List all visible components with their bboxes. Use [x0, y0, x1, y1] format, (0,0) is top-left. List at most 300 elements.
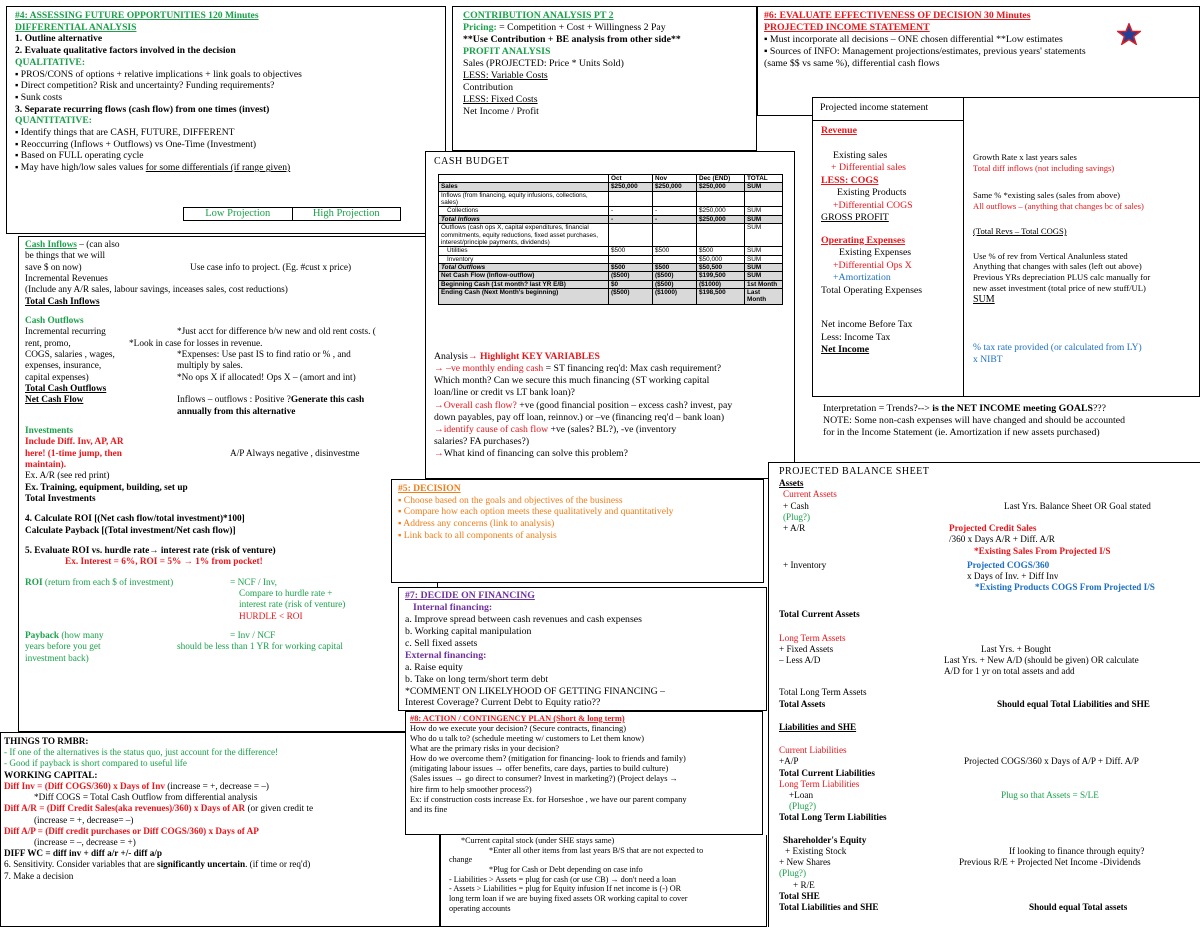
profit-line: LESS: Variable Costs	[463, 69, 548, 81]
financing-item: b. Take on long term/short term debt	[405, 673, 549, 685]
bs-note: Last Yrs. Balance Sheet OR Goal stated	[1004, 500, 1151, 511]
remember-item: - If one of the alternatives is the status quo, just account for the difference!	[4, 747, 279, 758]
bs-long-term-assets: Long Term Assets	[779, 632, 846, 643]
cash-inflows-heading: Cash Inflows	[25, 240, 77, 250]
pis-note: SUM	[973, 293, 995, 305]
pis-line: Existing sales	[833, 149, 888, 161]
cb-cell: $50,500	[697, 263, 745, 271]
bs-ar: + A/R	[783, 523, 806, 534]
roi-desc: (return from each $ of investment)	[42, 577, 174, 588]
cb-cell: Last Month	[745, 289, 783, 305]
bs-total-current-assets: Total Current Assets	[779, 609, 860, 620]
cf-note: Use case info to project. (Eg. #cust x price)	[190, 262, 352, 273]
cf-note: annually from this alternative	[177, 406, 296, 417]
bs-note: change	[449, 855, 473, 865]
bs-fixed-assets: + Fixed Assets	[779, 643, 834, 654]
cf-note: *No ops X if allocated! Ops X – (amort and int)	[177, 372, 356, 383]
decision-item: ▪ Address any concerns (link to analysis)	[398, 518, 555, 530]
projection-range-table	[183, 207, 401, 221]
bs-current-liabilities: Current Liabilities	[779, 745, 847, 756]
financing-comment: Interest Coverage? Current Debt to Equity ratio??	[405, 697, 601, 709]
cb-cell: Net Cash Flow (Inflow-outflow)	[439, 272, 609, 280]
cf-text: be things that we will	[25, 251, 106, 262]
cb-table-row	[439, 224, 783, 247]
analysis-label: Analysis	[434, 351, 468, 362]
bs-note: operating accounts	[449, 903, 511, 913]
diff-ar-formula: Diff A/R = (Diff Credit Sales(aka revenues)/360) x Days of AR	[4, 803, 246, 814]
profit-line: LESS: Fixed Costs	[463, 93, 538, 105]
pis-revenue: Revenue	[821, 125, 857, 136]
cb-cell	[697, 191, 745, 207]
cb-cell: 1st Month	[745, 280, 783, 288]
wc-note: *Diff COGS = Total Cash Outflow from differential analysis	[34, 792, 258, 803]
cb-cell: ($1000)	[697, 280, 745, 288]
bs-total-current-liabilities: Total Current Liabilities	[779, 767, 875, 778]
cf-text: COGS, salaries , wages,	[25, 349, 115, 360]
evaluate-item: ▪ Sources of INFO: Management projections/estimates, previous years' statements	[764, 45, 1086, 57]
step-6: 6. Sensitivity. Consider variables that are	[4, 859, 158, 870]
section-6-title: #6: EVALUATE EFFECTIVENESS OF DECISION 30 Minutes	[764, 10, 1031, 21]
wc-note: (or given credit te	[245, 803, 314, 814]
cf-text: save $ on now)	[25, 262, 82, 273]
profit-line: Sales (PROJECTED: Price * Units Sold)	[463, 57, 624, 69]
cb-cell	[653, 255, 697, 263]
step-6: . (if time or req'd)	[245, 859, 311, 870]
cb-cell: -	[609, 207, 653, 215]
step-5-example: Ex. Interest = 6%, ROI = 5% → 1% from pocket!	[65, 557, 263, 568]
action-item: How do we execute your decision? (Secure contracts, financing)	[410, 724, 627, 734]
cf-note: Generate this cash	[290, 395, 365, 406]
financing-item: a. Raise equity	[405, 661, 463, 673]
action-item: (mitigating labour issues → offer benefits, care days, parties to build culture)	[410, 764, 669, 774]
section-7-title: #7: DECIDE ON FINANCING	[405, 590, 535, 601]
wc-note: (increase = –, decrease = +)	[34, 836, 136, 847]
cb-cell: $500	[609, 263, 653, 271]
analysis-text: +ve (sales? BL?), -ve (inventory	[548, 423, 677, 435]
cb-col-header: Dec (END)	[697, 175, 745, 183]
balance-sheet-notes	[440, 835, 767, 927]
step-6-emphasis: significantly uncertain	[157, 859, 246, 870]
pis-header: Projected income statement	[820, 102, 929, 113]
contribution-note: **Use Contribution + BE analysis from other side**	[463, 33, 681, 45]
cb-cell: Outflows (cash ops X, capital expenditures, financial commitments, equity reductions, fixed asset purchases, interest/principle payments, dividends)	[439, 224, 609, 247]
pis-note: Previous YRs depreciation PLUS calc manually for	[973, 272, 1151, 283]
cb-cell: Total Inflows	[439, 215, 609, 223]
cb-table-row	[439, 272, 783, 280]
bs-note: Projected Credit Sales	[949, 523, 1037, 534]
action-item: and its fine	[410, 804, 448, 814]
internal-financing-heading: Internal financing:	[413, 601, 493, 613]
bs-note: Last Yrs. + Bought	[981, 643, 1052, 654]
bs-note: *Existing Products COGS From Projected I/S	[975, 582, 1155, 593]
interpretation-note	[823, 403, 1198, 439]
cb-table-row	[439, 207, 783, 215]
qualitative-item: ▪ PROS/CONS of options + relative implications + link goals to objectives	[15, 68, 302, 80]
roi-formula: = NCF / Inv,	[230, 577, 277, 588]
wc-note: (increase = +, decrease= –)	[34, 814, 134, 825]
cb-col-header	[439, 175, 609, 183]
pis-note: Same % *existing sales (sales from above)	[973, 190, 1121, 201]
analysis-text: = ST financing req'd: Max cash requirement?	[543, 363, 722, 375]
cb-cell: $250,000	[697, 215, 745, 223]
cb-cell: $500	[609, 247, 653, 255]
interpretation-text: NOTE: Some non-cash expenses will have changed and should be accounted	[823, 414, 1125, 426]
total-investments: Total Investments	[25, 493, 96, 504]
cb-cell: Total Outflows	[439, 263, 609, 271]
section-4-assessing-opportunities	[6, 6, 446, 234]
cb-table-row	[439, 263, 783, 271]
pis-note: new asset investment (total price of new stuff/UL)	[973, 282, 1146, 293]
remember-item: - Good if payback is short compared to useful life	[4, 758, 187, 769]
cb-table-row	[439, 247, 783, 255]
cb-cell	[653, 191, 697, 207]
pis-gross-profit: GROSS PROFIT	[821, 212, 889, 224]
section-5-title: #5: DECISION	[398, 483, 461, 494]
quantitative-item: ▪ May have high/low sales values for some differentials (if range given)	[15, 162, 291, 174]
bs-note: Last Yrs. + New A/D (should be given) OR calculate	[944, 655, 1139, 666]
bs-loan: +Loan	[789, 790, 814, 800]
cb-table-row	[439, 215, 783, 223]
roi-formula: Compare to hurdle rate +	[239, 588, 333, 599]
section-4-title: #4: ASSESSING FUTURE OPPORTUNITIES 120 Minutes	[15, 10, 259, 21]
diff-wc-formula: DIFF WC = diff inv + diff a/r +/- diff a/p	[4, 848, 162, 859]
cb-col-header: TOTAL	[745, 175, 783, 183]
analysis-text: salaries? FA purchases?)	[434, 435, 530, 447]
bs-note: Projected COGS/360 x Days of A/P + Diff. A/P	[964, 756, 1139, 767]
qualitative-item: ▪ Sunk costs	[15, 91, 63, 103]
analysis-text: +ve (good financial position – excess cash? invest, pay	[516, 399, 733, 411]
analysis-text: down payables, pay off loan, reinnov.) or –ve (financing req'd – bank loan)	[434, 411, 725, 423]
interpretation-text: Interpretation = Trends?-->	[823, 403, 933, 414]
pis-note: % tax rate provided (or calculated from LY)	[973, 342, 1142, 354]
qualitative-heading: QUALITATIVE:	[15, 56, 86, 68]
cb-cell: $500	[653, 247, 697, 255]
quantitative-item: ▪ Based on FULL operating cycle	[15, 150, 144, 162]
interpretation-text: ???	[1092, 403, 1106, 414]
quantitative-item: ▪ Identify things that are CASH, FUTURE, DIFFERENT	[15, 127, 235, 139]
cf-text: (Include any A/R sales, labour savings, inceases sales, cost reductions)	[25, 285, 288, 296]
bs-note: Previous R/E + Projected Net Income -Dividends	[959, 857, 1141, 868]
bs-total-liab-she: Total Liabilities and SHE	[779, 901, 879, 912]
investments-heading: Investments	[25, 425, 74, 436]
analysis-point: →Overall cash flow?	[434, 399, 517, 411]
roi-label: ROI	[25, 577, 43, 588]
bs-note: A/D for 1 yr on total assets and add	[944, 666, 1075, 677]
investment-note: A/P Always negative , disinvestme	[230, 448, 360, 459]
cf-text: capital expenses)	[25, 372, 89, 383]
differential-analysis-heading: DIFFERENTIAL ANALYSIS	[15, 21, 137, 33]
cb-cell: SUM	[745, 263, 783, 271]
pis-line: + Differential sales	[831, 162, 906, 174]
net-cash-flow: Net Cash Flow	[25, 395, 84, 406]
bs-assets: Assets	[779, 478, 804, 489]
cb-cell: SUM	[745, 255, 783, 263]
cb-cell: Inventory	[439, 255, 609, 263]
payback-formula: should be less than 1 YR for working capital	[177, 642, 343, 653]
profit-line: Net Income / Profit	[463, 105, 539, 117]
cb-cell	[697, 224, 745, 247]
bs-note: /360 x Days A/R + Diff. A/R	[949, 534, 1055, 545]
bs-note: Should equal Total assets	[1029, 901, 1128, 912]
payback-desc: investment back)	[25, 653, 89, 664]
pis-note: Total diff inflows (not including savings)	[973, 162, 1115, 173]
cb-cell	[745, 191, 783, 207]
pis-line: Existing Products	[837, 187, 907, 199]
cb-col-header: Oct	[609, 175, 653, 183]
cb-table-row	[439, 183, 783, 191]
cb-cell	[609, 224, 653, 247]
financing-item: b. Working capital manipulation	[405, 625, 532, 637]
quantitative-item: ▪ Reoccurring (Inflows + Outflows) vs One-Time (Investment)	[15, 138, 257, 150]
payback-label: Payback	[25, 630, 60, 641]
evaluate-item: ▪ Must incorporate all decisions – ONE chosen differential **Low estimates	[764, 33, 1063, 45]
bs-note: long term loan if we are buying fixed assets OR working capital to cover	[449, 894, 688, 904]
bs-note: *Enter all other items from last years B/S that are not expected to	[489, 845, 704, 855]
cb-cell	[609, 255, 653, 263]
cb-cell: $0	[609, 280, 653, 288]
investment-note: Ex. Training, equipment, building, set up	[25, 482, 188, 493]
pis-cogs: LESS: COGS	[821, 174, 879, 186]
pis-line: +Differential COGS	[833, 199, 913, 211]
balance-sheet-title: PROJECTED BALANCE SHEET	[779, 466, 930, 477]
profit-line: Contribution	[463, 81, 514, 93]
pricing-formula: = Competition + Cost + Willingness 2 Pay	[496, 21, 666, 33]
total-cash-inflows: Total Cash Inflows	[25, 296, 100, 307]
cb-cell: SUM	[745, 207, 783, 215]
bs-new-shares: + New Shares	[779, 857, 831, 868]
payback-formula: = Inv / NCF	[230, 630, 276, 641]
cb-cell: SUM	[745, 247, 783, 255]
bs-total-she: Total SHE	[779, 890, 820, 901]
bs-note: - Assets > Liabilities = plug for Equity infusion If net income is (-) OR	[449, 884, 682, 894]
bs-long-term-liabilities: Long Term Liabilities	[779, 778, 860, 789]
step-1: 1. Outline alternative	[15, 33, 103, 45]
action-item: Who do u talk to? (schedule meeting w/ customers to Let them know)	[410, 734, 644, 744]
projected-income-statement	[812, 97, 1200, 397]
low-projection-cell: Low Projection	[205, 208, 271, 219]
remember-heading: THINGS TO RMBR:	[4, 736, 89, 746]
bs-liabilities-she: Liabilities and SHE	[779, 721, 857, 732]
action-item: How do we overcome them? (mitigation for financing- look to friends and family)	[410, 754, 686, 764]
cb-cell: SUM	[745, 224, 783, 247]
pis-operating-expenses: Operating Expenses	[821, 234, 906, 246]
diff-inv-formula: Diff Inv = (Diff COGS/360) x Days of Inv	[4, 780, 165, 791]
pis-line: Existing Expenses	[839, 247, 912, 259]
external-financing-heading: External financing:	[405, 649, 487, 661]
cb-cell: -	[609, 215, 653, 223]
payback-desc: years before you get	[25, 642, 101, 653]
bs-plug: (Plug?)	[779, 868, 807, 879]
section-5-decision	[391, 479, 764, 583]
action-item: Ex: if construction costs increase Ex. for Horseshoe , we have our parent company	[410, 794, 687, 804]
section-8-title: #8: ACTION / CONTINGENCY PLAN (Short & long term)	[410, 714, 625, 723]
cb-cell: Ending Cash (Next Month's beginning)	[439, 289, 609, 305]
analysis-text: loan/line or credit vs LT bank loan)?	[434, 387, 575, 399]
pis-note: All outflows – (anything that changes bc of sales)	[973, 201, 1144, 212]
financing-item: c. Sell fixed assets	[405, 637, 478, 649]
bs-cash: + Cash	[783, 500, 809, 511]
pis-line: Net income Before Tax	[821, 319, 913, 331]
cb-cell: Sales	[439, 183, 609, 191]
cb-cell: ($500)	[609, 272, 653, 280]
bs-plug: (Plug?)	[783, 511, 811, 522]
cash-outflows-heading: Cash Outflows	[25, 315, 84, 326]
cb-col-header: Nov	[653, 175, 697, 183]
cf-text: rent, promo,	[25, 338, 71, 349]
cb-table-row	[439, 191, 783, 207]
projected-income-statement-heading: PROJECTED INCOME STATEMENT	[764, 21, 930, 33]
cb-cell: $50,000	[697, 255, 745, 263]
cb-table-row	[439, 289, 783, 305]
step-4b: Calculate Payback [(Total investment/Net cash flow)]	[25, 525, 236, 536]
cb-cell: $500	[653, 263, 697, 271]
cf-note: *Just acct for difference b/w new and old rent costs. (	[177, 327, 376, 338]
profit-analysis-heading: PROFIT ANALYSIS	[463, 45, 551, 57]
cb-cell: $500	[697, 247, 745, 255]
cash-budget-section	[425, 151, 795, 479]
bs-current-assets: Current Assets	[783, 489, 837, 500]
cf-note: multiply by sales.	[177, 361, 243, 372]
section-7-financing	[398, 587, 767, 711]
qualitative-item: ▪ Direct competition? Risk and uncertainty? Funding requirements?	[15, 80, 275, 92]
high-projection-cell: High Projection	[292, 208, 401, 220]
analysis-text: Which month? Can we secure this much financing (ST working capital	[434, 375, 710, 387]
investment-note: maintain).	[25, 459, 67, 470]
bs-note: *Existing Sales From Projected I/S	[974, 545, 1111, 556]
bs-total-assets: Total Assets	[779, 698, 826, 709]
bs-note: Projected COGS/360	[967, 559, 1050, 570]
quantitative-heading: QUANTITATIVE:	[15, 115, 92, 127]
cb-cell: Utilities	[439, 247, 609, 255]
cb-cell: SUM	[745, 215, 783, 223]
cf-text: Incremental Revenues	[25, 273, 108, 284]
decision-item: ▪ Choose based on the goals and objectives of the business	[398, 494, 623, 506]
bs-note: *Plug for Cash or Debt depending on case info	[489, 865, 643, 875]
cb-cell: Inflows (from financing, equity infusions, collections, sales)	[439, 191, 609, 207]
pricing-label: Pricing:	[463, 21, 497, 33]
projected-balance-sheet	[768, 462, 1200, 927]
bs-existing-stock: + Existing Stock	[785, 845, 847, 856]
cb-cell: $250,000	[609, 183, 653, 191]
cb-cell: ($500)	[609, 289, 653, 305]
bs-ad: – Less A/D	[779, 655, 821, 666]
pis-net-income: Net Income	[821, 344, 870, 356]
hurdle-rule: HURDLE < ROI	[239, 611, 303, 622]
cb-table-row	[439, 255, 783, 263]
cf-text: expenses, insurance,	[25, 361, 102, 372]
cb-cell: -	[653, 215, 697, 223]
cb-cell: ($1000)	[653, 289, 697, 305]
cb-cell: ($500)	[653, 280, 697, 288]
cf-text: – (can also	[76, 240, 120, 250]
decision-item: ▪ Compare how each option meets these qualitatively and quantitatively	[398, 506, 674, 518]
pis-line: +Amortization	[833, 272, 891, 284]
cash-flow-section	[18, 236, 438, 732]
investment-note: here! (1-time jump, then	[25, 448, 122, 459]
analysis-point: → –ve monthly ending cash	[434, 363, 544, 375]
cb-cell: $250,000	[697, 183, 745, 191]
pis-line: Less: Income Tax	[821, 331, 891, 343]
cb-cell: $199,500	[697, 272, 745, 280]
evaluate-item: (same $$ vs same %), differential cash flows	[764, 57, 940, 69]
interpretation-goal: is the NET INCOME meeting GOALS	[932, 403, 1093, 414]
bs-note: Should equal Total Liabilities and SHE	[997, 698, 1150, 709]
cb-cell	[653, 224, 697, 247]
investment-note: Ex. A/R (see red print)	[25, 471, 110, 482]
analysis-point: →identify cause of cash flow	[434, 423, 549, 435]
step-2: 2. Evaluate qualitative factors involved in the decision	[15, 45, 236, 57]
pis-note: Growth Rate x last years sales	[973, 152, 1077, 162]
bs-inventory: + Inventory	[783, 559, 827, 570]
financing-comment: *COMMENT ON LIKELYHOOD OF GETTING FINANCING –	[405, 685, 666, 697]
diff-ap-formula: Diff A/P = (Diff credit purchases or Diff COGS/360) x Days of AP	[4, 825, 259, 836]
working-capital-heading: WORKING CAPITAL:	[4, 769, 98, 780]
action-item: hire firm to help smoother process?)	[410, 784, 532, 794]
pis-note: Use % of rev from Vertical Analunless stated	[973, 250, 1128, 261]
cb-cell: $250,000	[697, 207, 745, 215]
bs-note: *Current capital stock (under SHE stays same)	[461, 836, 615, 845]
payback-desc: (how many	[59, 630, 104, 641]
cf-note: *Expenses: Use past IS to find ratio or % , and	[177, 349, 351, 360]
cash-budget-table	[438, 174, 783, 305]
bs-note: If looking to finance through equity?	[1009, 845, 1145, 856]
bs-note: x Days of Inv. + Diff Inv	[967, 570, 1059, 581]
cb-cell: -	[653, 207, 697, 215]
bs-note: - Liabilities > Assets = plug for cash (or use CB) → don't need a loan	[449, 874, 676, 884]
cb-cell: $198,500	[697, 289, 745, 305]
pis-note: Anything that changes with sales (left out above)	[973, 261, 1142, 272]
cb-cell	[609, 191, 653, 207]
contribution-title: CONTRIBUTION ANALYSIS PT 2	[463, 10, 614, 21]
section-8-action-plan	[405, 711, 763, 835]
pis-line: +Differential Ops X	[833, 259, 912, 271]
cf-note: Inflows – outflows : Positive ?	[177, 395, 291, 406]
cb-cell: Beginning Cash (1st month? last YR E/B)	[439, 280, 609, 288]
bs-re: + R/E	[793, 879, 815, 890]
analysis-text: What kind of financing can solve this problem?	[443, 448, 628, 459]
analysis-key-variables: → Highlight KEY VARIABLES	[467, 351, 600, 362]
roi-formula: interest rate (risk of venture)	[239, 600, 346, 611]
step-3: 3. Separate recurring flows (cash flow) from one times (invest)	[15, 103, 270, 115]
pis-note: x NIBT	[973, 354, 1003, 366]
step-7: 7. Make a decision	[4, 870, 74, 881]
investment-note: Include Diff. Inv, AP, AR	[25, 437, 124, 448]
cb-cell: $250,000	[653, 183, 697, 191]
star-icon	[1117, 23, 1141, 45]
cf-text: Incremental recurring	[25, 327, 106, 338]
bs-note: Plug so that Assets = S/LE	[1001, 790, 1099, 800]
cb-table-row	[439, 280, 783, 288]
cb-cell: Collections	[439, 207, 609, 215]
pis-note: (Total Revs – Total COGS)	[973, 225, 1067, 236]
cb-cell: ($500)	[653, 272, 697, 280]
bs-total-lt-assets: Total Long Term Assets	[779, 687, 867, 698]
arrow-icon: →	[434, 448, 444, 459]
decision-item: ▪ Link back to all components of analysis	[398, 529, 557, 541]
cf-note: *Look in case for losses in revenue.	[129, 338, 263, 349]
bs-shareholders-equity: Shareholder's Equity	[783, 834, 867, 845]
interpretation-text: for in the Income Statement (ie. Amortization if new assets purchased)	[823, 426, 1100, 438]
financing-item: a. Improve spread between cash revenues and cash expenses	[405, 613, 642, 625]
pis-line: Total Operating Expenses	[821, 284, 923, 296]
bs-plug: (Plug?)	[789, 801, 817, 812]
cash-budget-title: CASH BUDGET	[434, 156, 510, 167]
bs-total-lt-liabilities: Total Long Term Liabilities	[779, 812, 887, 823]
action-item: (Sales issues → go direct to consumer? Invest in marketing?) (Project delays →	[410, 774, 678, 784]
things-to-remember	[0, 732, 440, 927]
wc-note: (increase = +, decrease = –)	[164, 780, 269, 791]
cb-cell: SUM	[745, 272, 783, 280]
